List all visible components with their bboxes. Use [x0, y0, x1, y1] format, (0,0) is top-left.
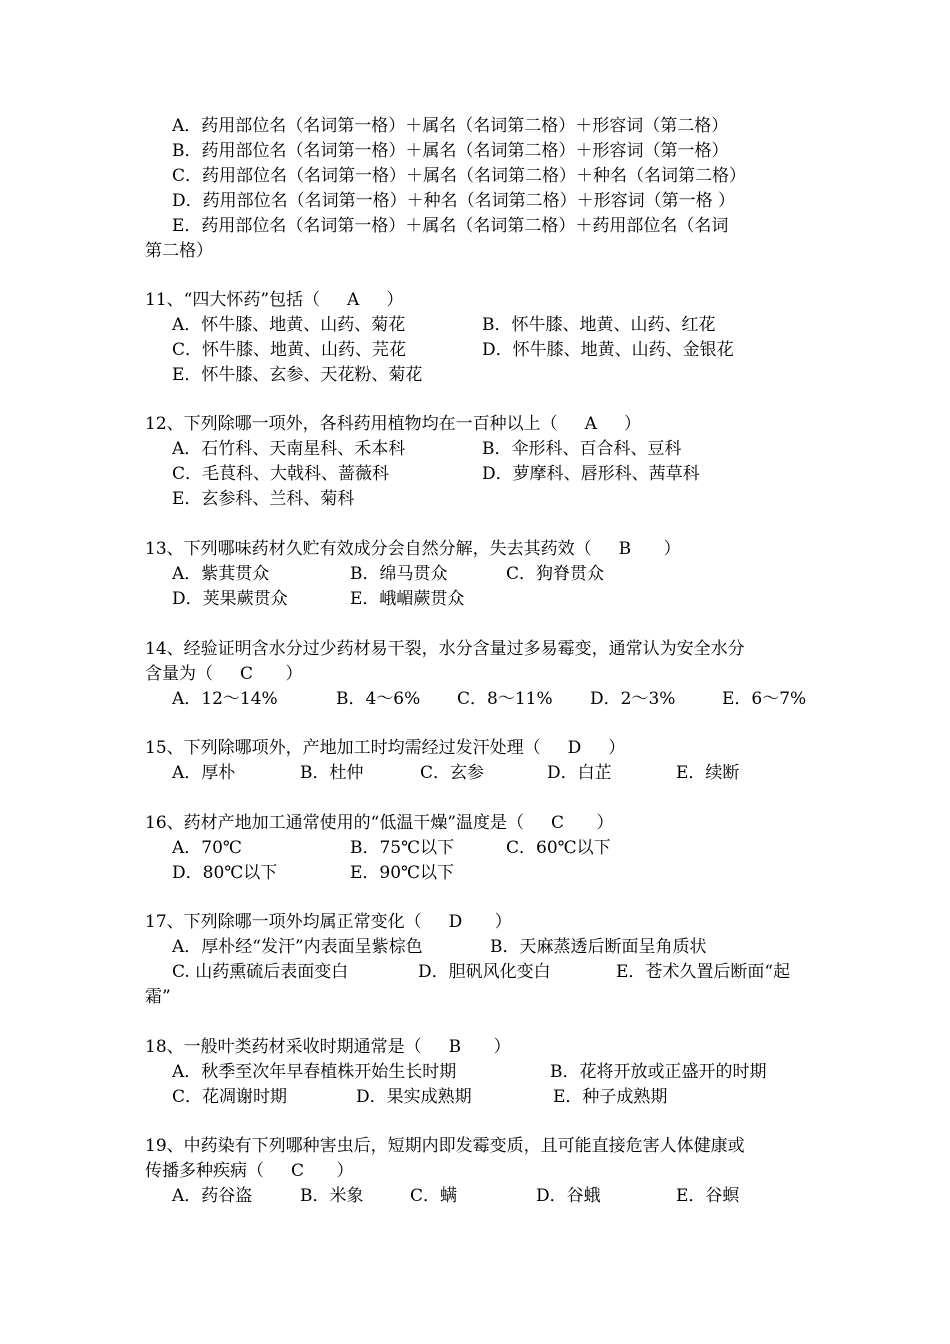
q18-option-d: D．果实成熟期: [356, 1087, 472, 1107]
q17-option-c: C. 山药熏硫后表面变白: [172, 962, 349, 982]
question-17-stem: 17、下列除哪一项外均属正常变化（ D ）: [145, 912, 512, 932]
q16-option-a: A．70℃: [172, 838, 242, 858]
q18-option-a: A．秋季至次年早春植株开始生长时期: [172, 1062, 457, 1082]
question-19-stem-continuation: 传播多种疾病（ C ）: [145, 1161, 354, 1181]
q17-option-e-continuation: 霜”: [145, 987, 171, 1007]
q11-option-d: D．怀牛膝、地黄、山药、金银花: [482, 340, 734, 360]
q10-option-e: E．药用部位名（名词第一格）＋属名（名词第二格）＋药用部位名（名词: [172, 216, 729, 236]
q12-option-d: D．萝摩科、唇形科、茜草科: [482, 464, 700, 484]
question-14-stem: 14、经验证明含水分过少药材易干裂，水分含量过多易霉变，通常认为安全水分: [145, 639, 745, 659]
q18-option-b: B．花将开放或正盛开的时期: [550, 1062, 767, 1082]
q13-option-e: E．峨嵋蕨贯众: [350, 589, 465, 609]
q15-option-c: C．玄参: [420, 763, 485, 783]
q15-option-d: D．白芷: [547, 763, 612, 783]
q13-option-c: C．狗脊贯众: [506, 564, 605, 584]
question-14-stem-continuation: 含量为（ C ）: [145, 664, 303, 684]
q17-option-b: B．天麻蒸透后断面呈角质状: [490, 937, 707, 957]
q18-option-e: E．种子成熟期: [553, 1087, 668, 1107]
q14-option-e: E．6～7%: [722, 689, 807, 709]
q11-option-e: E．怀牛膝、玄参、天花粉、菊花: [172, 365, 423, 385]
q12-option-b: B．伞形科、百合科、豆科: [482, 439, 682, 459]
q10-option-e-continuation: 第二格）: [145, 241, 213, 261]
q11-option-c: C．怀牛膝、地黄、山药、芫花: [172, 340, 407, 360]
q10-option-d: D．药用部位名（名词第一格）＋种名（名词第二格）＋形容词（第一格 ）: [172, 191, 736, 211]
q19-option-c: C．螨: [410, 1186, 458, 1206]
question-16-stem: 16、药材产地加工通常使用的“低温干燥”温度是（ C ）: [145, 813, 614, 833]
q10-option-c: C．药用部位名（名词第一格）＋属名（名词第二格）＋种名（名词第二格）: [172, 166, 747, 186]
question-11-stem: 11、“四大怀药”包括（ A ）: [145, 290, 404, 310]
q10-option-b: B．药用部位名（名词第一格）＋属名（名词第二格）＋形容词（第一格）: [172, 141, 729, 161]
q13-option-b: B．绵马贯众: [350, 564, 448, 584]
question-13-stem: 13、下列哪味药材久贮有效成分会自然分解，失去其药效（ B ）: [145, 539, 681, 559]
q15-option-a: A．厚朴: [172, 763, 236, 783]
question-18-stem: 18、一般叶类药材采收时期通常是（ B ）: [145, 1037, 511, 1057]
q16-option-e: E．90℃以下: [350, 863, 455, 883]
q11-option-a: A．怀牛膝、地黄、山药、菊花: [172, 315, 406, 335]
q15-option-e: E．续断: [676, 763, 740, 783]
question-19-stem: 19、中药染有下列哪种害虫后，短期内即发霉变质，且可能直接危害人体健康或: [145, 1136, 745, 1156]
q10-option-a: A．药用部位名（名词第一格）＋属名（名词第二格）＋形容词（第二格）: [172, 116, 729, 136]
q16-option-b: B．75℃以下: [350, 838, 455, 858]
q17-option-a: A．厚朴经“发汗”内表面呈紫棕色: [172, 937, 423, 957]
q17-option-e: E．苍术久置后断面“起: [616, 962, 791, 982]
q19-option-a: A．药谷盗: [172, 1186, 253, 1206]
q11-option-b: B．怀牛膝、地黄、山药、红花: [482, 315, 716, 335]
question-12-stem: 12、下列除哪一项外，各科药用植物均在一百种以上（ A ）: [145, 414, 641, 434]
q17-option-d: D．胆矾风化变白: [418, 962, 551, 982]
q14-option-a: A．12～14%: [172, 689, 278, 709]
q15-option-b: B．杜仲: [300, 763, 364, 783]
q12-option-a: A．石竹科、天南星科、禾本科: [172, 439, 406, 459]
question-15-stem: 15、下列除哪项外，产地加工时均需经过发汗处理（ D ）: [145, 738, 626, 758]
q12-option-c: C．毛茛科、大戟科、蔷薇科: [172, 464, 390, 484]
q19-option-d: D．谷蛾: [536, 1186, 601, 1206]
q18-option-c: C．花凋谢时期: [172, 1087, 288, 1107]
q14-option-d: D．2～3%: [590, 689, 676, 709]
q16-option-c: C．60℃以下: [506, 838, 611, 858]
q14-option-c: C．8～11%: [457, 689, 553, 709]
q12-option-e: E．玄参科、兰科、菊科: [172, 489, 355, 509]
q13-option-d: D．荚果蕨贯众: [172, 589, 288, 609]
q19-option-e: E．谷螟: [676, 1186, 740, 1206]
q16-option-d: D．80℃以下: [172, 863, 278, 883]
q19-option-b: B．米象: [300, 1186, 364, 1206]
q13-option-a: A．紫萁贯众: [172, 564, 270, 584]
q14-option-b: B．4～6%: [336, 689, 421, 709]
